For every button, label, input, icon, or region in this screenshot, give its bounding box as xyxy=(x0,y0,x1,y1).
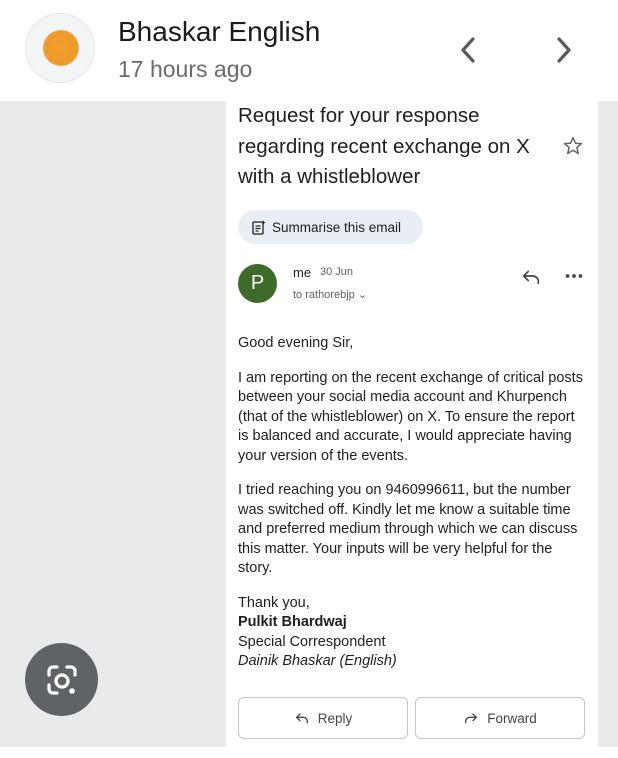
previous-message-button[interactable] xyxy=(450,30,486,70)
forward-icon xyxy=(463,711,479,725)
message-avatar: P xyxy=(238,264,277,303)
lens-button[interactable] xyxy=(25,643,98,716)
message-header xyxy=(0,0,618,101)
signature-org: Dainik Bhaskar (English) xyxy=(238,653,397,669)
sender-name: Bhaskar English xyxy=(118,16,321,47)
chevron-right-icon xyxy=(554,35,574,65)
signature-title: Special Correspondent xyxy=(238,633,386,650)
forward-button[interactable] xyxy=(415,697,585,739)
sender-avatar xyxy=(25,13,95,83)
reply-quick-button[interactable] xyxy=(520,265,542,287)
sender-avatar-dot xyxy=(43,30,79,66)
signature xyxy=(238,594,588,672)
star-button[interactable] xyxy=(562,135,584,157)
signature-closing: Thank you, xyxy=(238,594,310,611)
summarise-email-button[interactable] xyxy=(238,210,423,244)
reply-button-label: Reply xyxy=(317,710,353,726)
forward-button-label: Forward xyxy=(487,710,537,726)
body-paragraph-1: I am reporting on the recent exchange of critical posts between your social media account and Khurpench (that of the whistleblower) on X. To ensure the report is balanced and accurate, I would appreciate having your version of the events. xyxy=(238,369,583,464)
signature-name: Pulkit Bhardwaj xyxy=(238,614,347,630)
bottom-strip xyxy=(0,747,618,758)
message-date: 30 Jun xyxy=(320,266,354,278)
reply-button[interactable] xyxy=(238,697,408,739)
email-card xyxy=(226,101,598,747)
chevron-left-icon xyxy=(458,35,478,65)
sender-time: 17 hours ago xyxy=(118,56,253,82)
reply-icon xyxy=(520,265,542,287)
from-label: me xyxy=(293,265,312,280)
next-message-button[interactable] xyxy=(546,30,582,70)
google-lens-icon xyxy=(42,660,82,700)
summarise-label: Summarise this email xyxy=(272,219,402,235)
email-subject: Request for your response regarding recent exchange on X with a whistleblower xyxy=(238,104,530,188)
star-icon xyxy=(562,135,584,157)
more-horizontal-icon xyxy=(563,265,585,287)
body-greeting: Good evening Sir, xyxy=(238,335,354,351)
recipient-details-toggle[interactable]: to rathorebjp ⌄ xyxy=(293,289,368,301)
more-options-button[interactable] xyxy=(563,265,585,287)
reply-icon xyxy=(294,711,310,725)
summary-icon xyxy=(252,220,266,235)
email-body xyxy=(238,334,588,672)
body-paragraph-2: I tried reaching you on 9460996611, but the number was switched off. Kindly let me know a suitable time and preferred medium through which we can discuss this matter. Your inputs will be very helpful for the story. xyxy=(238,482,578,576)
